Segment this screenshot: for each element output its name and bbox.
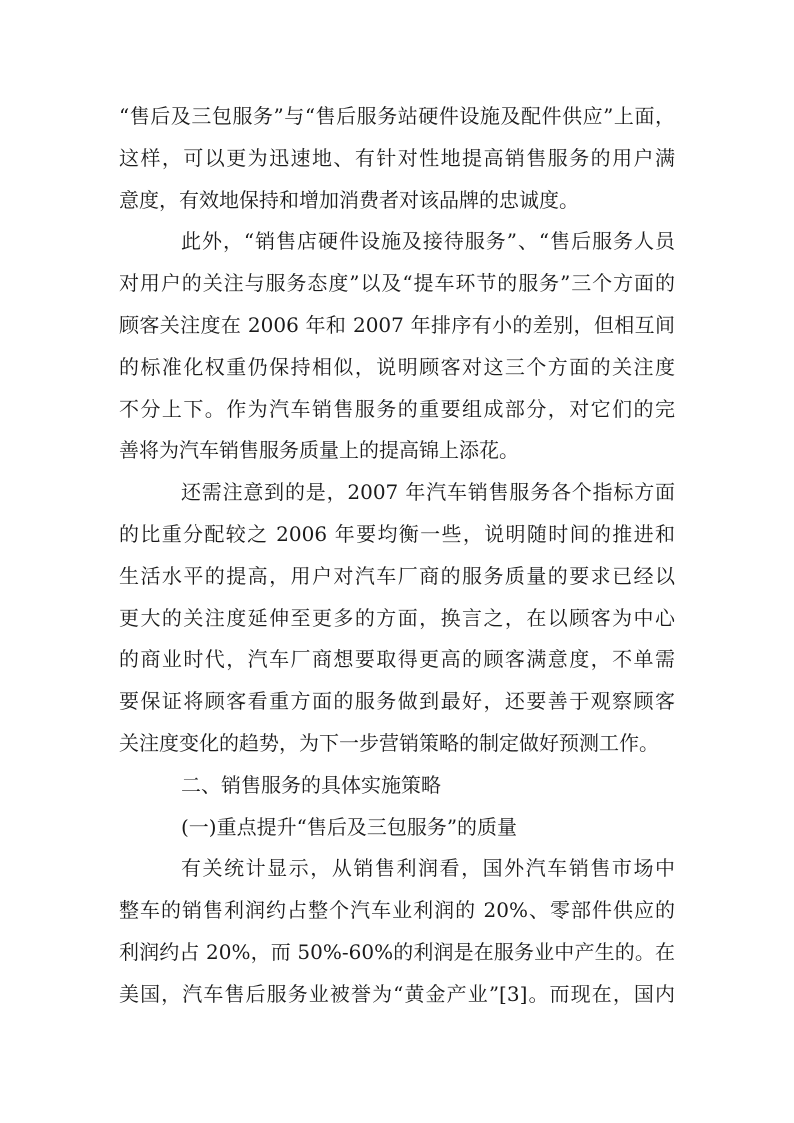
text-line: 意度，有效地保持和增加消费者对该品牌的忠诚度。 <box>119 187 579 212</box>
paragraph <box>119 221 675 472</box>
text-line: 不分上下。作为汽车销售服务的重要组成部分，对它们的完 <box>119 396 675 421</box>
text-line: “售后及三包服务”与“售后服务站硬件设施及配件供应”上面， <box>119 104 675 128</box>
text-line: 的商业时代，汽车厂商想要取得更高的顾客满意度，不单需 <box>119 647 675 672</box>
text-line: 更大的关注度延伸至更多的方面，换言之，在以顾客为中心 <box>119 605 675 630</box>
text-line: 要保证将顾客看重方面的服务做到最好，还要善于观察顾客 <box>119 689 675 714</box>
text-line: 善将为汽车销售服务质量上的提高锦上添花。 <box>119 438 519 463</box>
text-line: 的比重分配较之 2006 年要均衡一些，说明随时间的推进和 <box>119 521 675 546</box>
subsection-heading <box>119 807 675 849</box>
heading-text: 二、销售服务的具体实施策略 <box>181 772 441 797</box>
text-line: 关注度变化的趋势，为下一步营销策略的制定做好预测工作。 <box>119 730 659 755</box>
text-line: 还需注意到的是，2007 年汽车销售服务各个指标方面 <box>181 480 675 505</box>
paragraph <box>119 848 675 1015</box>
text-line: 这样，可以更为迅速地、有针对性地提高销售服务的用户满 <box>119 145 675 170</box>
text-line: 美国，汽车售后服务业被誉为“黄金产业”[3]。而现在，国内 <box>119 981 675 1006</box>
text-line: 整车的销售利润约占整个汽车业利润的 20%、零部件供应的 <box>119 898 675 923</box>
paragraph-continuation <box>119 96 675 221</box>
document-body <box>119 96 675 1016</box>
text-line: 的标准化权重仍保持相似，说明顾客对这三个方面的关注度 <box>119 354 675 379</box>
paragraph <box>119 472 675 765</box>
text-line: 顾客关注度在 2006 年和 2007 年排序有小的差别，但相互间 <box>119 312 675 337</box>
section-heading <box>119 765 675 807</box>
text-line: 此外，“销售店硬件设施及接待服务”、“售后服务人员 <box>181 229 675 254</box>
text-line: 对用户的关注与服务态度”以及“提车环节的服务”三个方面的 <box>119 271 675 296</box>
heading-text: (一)重点提升“售后及三包服务”的质量 <box>181 814 518 839</box>
text-line: 利润约占 20%，而 50%-60%的利润是在服务业中产生的。在 <box>119 939 675 964</box>
text-line: 生活水平的提高，用户对汽车厂商的服务质量的要求已经以 <box>119 563 675 588</box>
text-line: 有关统计显示，从销售利润看，国外汽车销售市场中 <box>181 856 675 881</box>
